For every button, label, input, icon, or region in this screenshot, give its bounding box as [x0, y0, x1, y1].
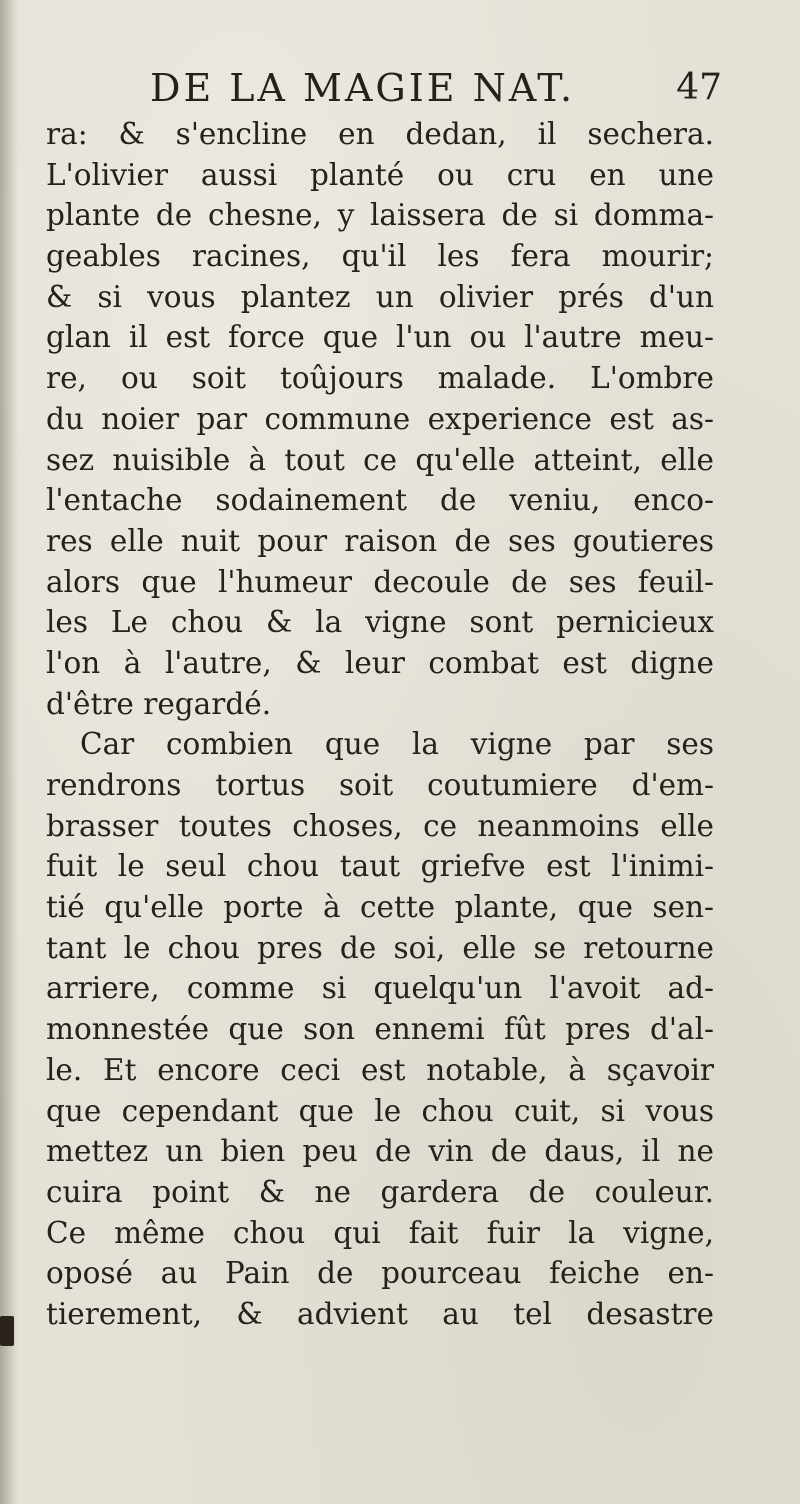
text-line: geables racines, qu'il les fera mourir;	[46, 239, 714, 274]
text-line: brasser toutes choses, ce neanmoins elle	[46, 808, 714, 843]
text-line: fuit le seul chou taut griefve est l'inimi-	[46, 849, 714, 884]
text-line: alors que l'humeur decoule de ses feuil-	[46, 564, 714, 599]
text-line: mettez un bien peu de vin de daus, il ne	[46, 1134, 714, 1169]
text-line: res elle nuit pour raison de ses goutieres	[46, 523, 714, 558]
body-text	[46, 114, 714, 1335]
text-line: tié qu'elle porte à cette plante, que sen-	[46, 890, 714, 925]
text-line: sez nuisible à tout ce qu'elle atteint, elle	[46, 442, 714, 477]
text-line: les Le chou & la vigne sont pernicieux	[46, 605, 714, 640]
text-line-paragraph-end: d'être regardé.	[46, 686, 272, 721]
text-line: arriere, comme si quelqu'un l'avoit ad-	[46, 971, 714, 1006]
text-line: monnestée que son ennemi fût pres d'al-	[46, 1012, 714, 1047]
text-line: & si vous plantez un olivier prés d'un	[46, 279, 714, 314]
text-line-paragraph-start: Car combien que la vigne par ses	[80, 727, 714, 762]
text-line: ra: & s'encline en dedan, il sechera.	[46, 117, 714, 151]
running-head-title: DE LA MAGIE NAT.	[150, 66, 576, 110]
text-line: tant le chou pres de soi, elle se retourne	[46, 930, 714, 965]
text-line: rendrons tortus soit coutumiere d'em-	[46, 768, 714, 802]
text-line: le. Et encore ceci est notable, à sçavoir	[46, 1052, 714, 1087]
text-line: re, ou soit toûjours malade. L'ombre	[46, 361, 714, 396]
text-line: L'olivier aussi planté ou cru en une	[46, 157, 714, 192]
text-line: cuira point & ne gardera de couleur.	[46, 1174, 714, 1209]
page-number: 47	[676, 67, 722, 108]
text-line: l'entache sodainement de veniu, enco-	[46, 483, 714, 518]
text-line: du noier par commune experience est as-	[46, 401, 714, 436]
text-line: plante de chesne, y laissera de si domma-	[46, 198, 714, 233]
text-line: Ce même chou qui fait fuir la vigne,	[46, 1215, 714, 1250]
page-gutter-shadow	[0, 0, 18, 1504]
text-line: l'on à l'autre, & leur combat est digne	[46, 645, 714, 680]
text-line: tierement, & advient au tel desastre	[46, 1296, 714, 1331]
text-line: glan il est force que l'un ou l'autre meu-	[46, 320, 714, 355]
text-line: oposé au Pain de pourceau feiche en-	[46, 1256, 714, 1291]
text-line: que cependant que le chou cuit, si vous	[46, 1093, 714, 1128]
margin-ink-mark	[0, 1316, 14, 1346]
